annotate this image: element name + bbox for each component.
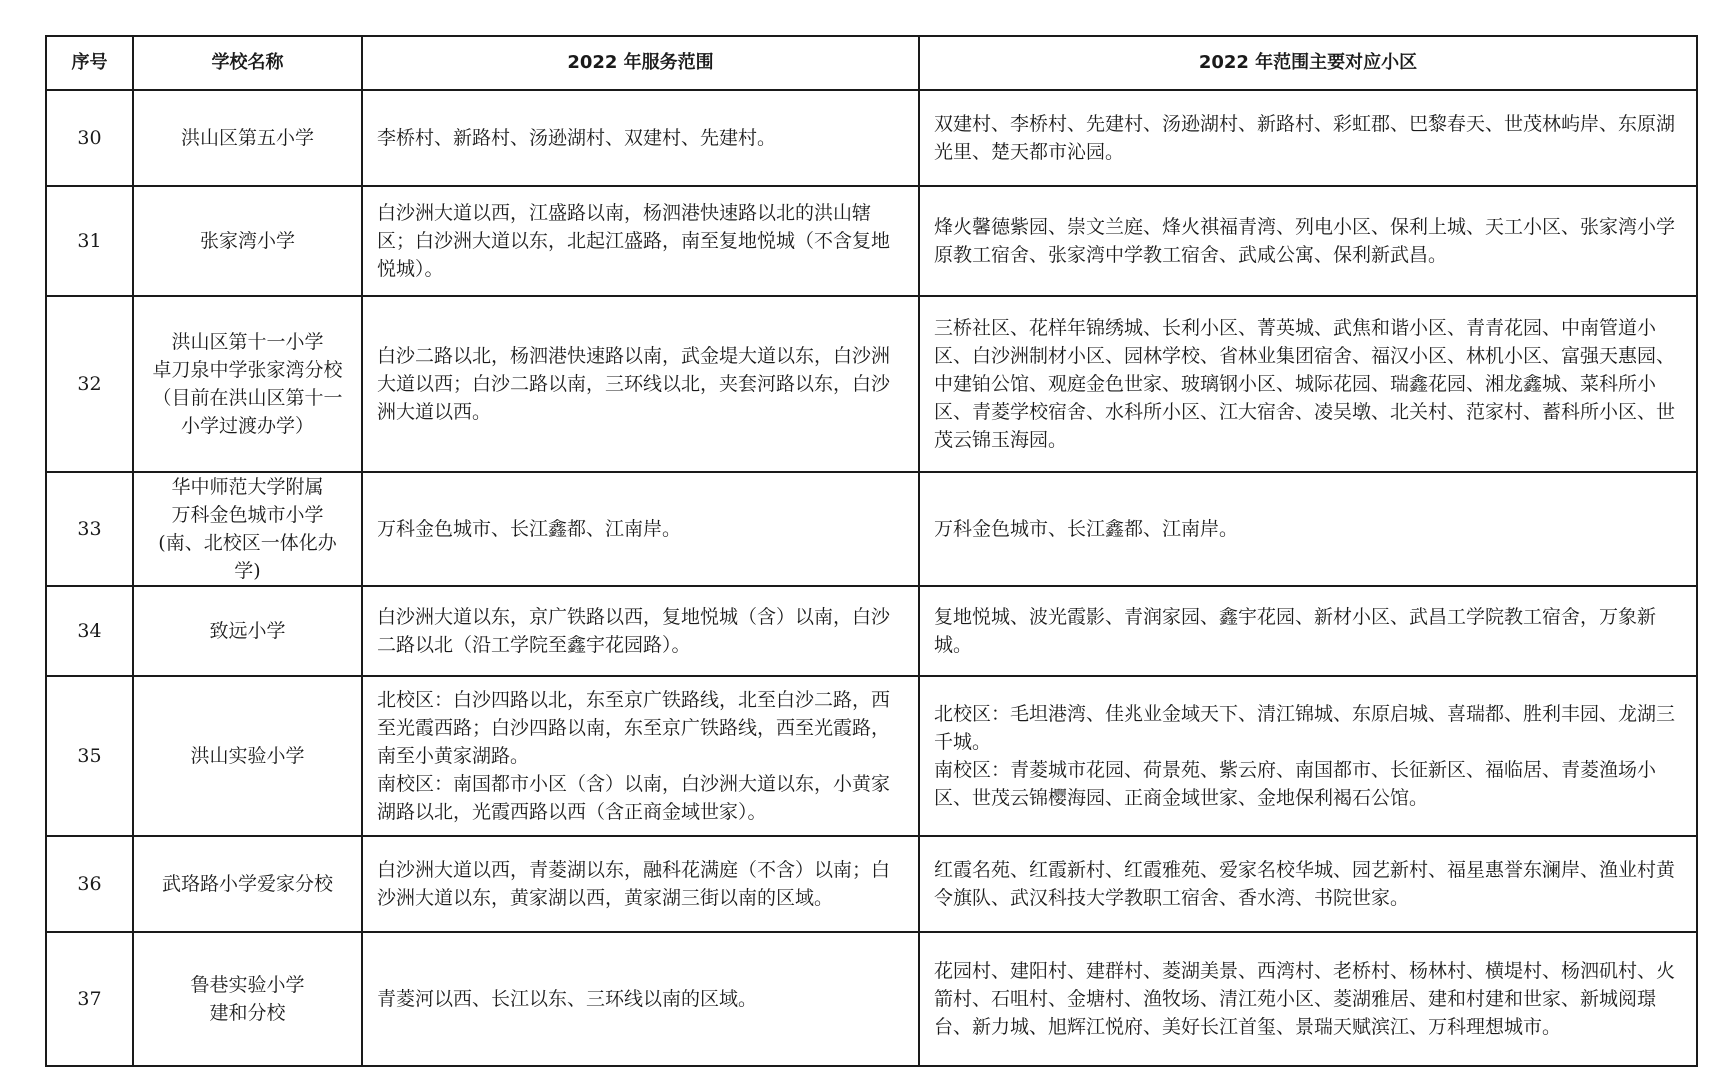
school-name-line: 洪山区第十一小学 <box>171 331 324 353</box>
header-school: 学校名称 <box>133 36 362 90</box>
service-range-text: 北校区：白沙四路以北，东至京广铁路线，北至白沙二路，西至光霞西路；白沙四路以南，东至京广铁路线，西至光霞路，南至小黄家湖路。 <box>377 689 891 767</box>
school-name <box>133 90 362 186</box>
school-name-line: 鲁巷实验小学 <box>190 974 305 996</box>
row-number: 33 <box>46 472 133 586</box>
school-name <box>133 836 362 932</box>
header-no: 序号 <box>46 36 133 90</box>
table-row <box>46 836 1697 932</box>
school-name-line: 张家湾小学 <box>199 230 295 252</box>
communities-text: 红霞名苑、红霞新村、红霞雅苑、爱家名校华城、园艺新村、福星惠誉东澜岸、渔业村黄令旗队、武汉科技大学教职工宿舍、香水湾、书院世家。 <box>934 859 1676 909</box>
school-name-line: 卓刀泉中学张家湾分校 <box>152 359 343 381</box>
communities-text: 南校区：青菱城市花园、荷景苑、紫云府、南国都市、长征新区、福临居、青菱渔场小区、世茂云锦樱海园、正商金域世家、金地保利褐石公馆。 <box>934 759 1657 809</box>
communities <box>919 676 1697 836</box>
school-district-table <box>45 35 1698 1067</box>
communities-text: 万科金色城市、长江鑫都、江南岸。 <box>934 518 1239 540</box>
service-range-text: 白沙二路以北，杨泗港快速路以南，武金堤大道以东，白沙洲大道以西；白沙二路以南，三环线以北，夹套河路以东，白沙洲大道以西。 <box>377 345 891 423</box>
school-name-line: 万科金色城市小学 <box>171 504 324 526</box>
school-name-line: 小学过渡办学） <box>180 415 314 437</box>
table-row <box>46 586 1697 676</box>
table-row <box>46 186 1697 296</box>
row-number: 35 <box>46 676 133 836</box>
communities <box>919 836 1697 932</box>
communities-text: 双建村、李桥村、先建村、汤逊湖村、新路村、彩虹郡、巴黎春天、世茂林屿岸、东原湖光里、楚天都市沁园。 <box>934 113 1676 163</box>
communities-text: 复地悦城、波光霞影、青润家园、鑫宇花园、新材小区、武昌工学院教工宿舍，万象新城。 <box>934 606 1657 656</box>
communities <box>919 932 1697 1066</box>
service-range-text: 白沙洲大道以西，江盛路以南，杨泗港快速路以北的洪山辖区；白沙洲大道以东，北起江盛路，南至复地悦城（不含复地悦城）。 <box>377 202 891 280</box>
communities-text: 花园村、建阳村、建群村、菱湖美景、西湾村、老桥村、杨林村、横堤村、杨泗矶村、火箭村、石咀村、金塘村、渔牧场、清江苑小区、菱湖雅居、建和村建和世家、新城阅璟台、新力城、旭辉江悦府、美好长江首玺、景瑞天赋滨江、万科理想城市。 <box>934 960 1676 1038</box>
row-number: 36 <box>46 836 133 932</box>
row-number: 37 <box>46 932 133 1066</box>
school-name <box>133 586 362 676</box>
school-name-line: 武珞路小学爱家分校 <box>161 873 333 895</box>
communities <box>919 296 1697 472</box>
row-number: 34 <box>46 586 133 676</box>
row-number: 31 <box>46 186 133 296</box>
table-row <box>46 676 1697 836</box>
school-name <box>133 296 362 472</box>
school-name <box>133 186 362 296</box>
service-range-text: 李桥村、新路村、汤逊湖村、双建村、先建村。 <box>377 127 777 149</box>
service-range <box>362 676 919 836</box>
table-body <box>46 90 1697 1066</box>
school-name-line: 致远小学 <box>209 620 286 642</box>
communities <box>919 472 1697 586</box>
row-number: 32 <box>46 296 133 472</box>
communities-text: 三桥社区、花样年锦绣城、长利小区、菁英城、武焦和谐小区、青青花园、中南管道小区、白沙洲制材小区、园林学校、省林业集团宿舍、福汉小区、林机小区、富强天惠园、中建铂公馆、观庭金色世家、玻璃钢小区、城际花园、瑞鑫花园、湘龙鑫城、菜科所小区、青菱学校宿舍、水科所小区、江大宿舍、凌吴墩、北关村、范家村、蓄科所小区、世茂云锦玉海园。 <box>934 317 1676 451</box>
table-row <box>46 296 1697 472</box>
school-name-line: 华中师范大学附属 <box>171 476 324 498</box>
service-range-text: 白沙洲大道以西，青菱湖以东，融科花满庭（不含）以南；白沙洲大道以东，黄家湖以西，黄家湖三街以南的区域。 <box>377 859 891 909</box>
row-number: 30 <box>46 90 133 186</box>
school-name-line: 建和分校 <box>209 1002 286 1024</box>
communities <box>919 90 1697 186</box>
service-range <box>362 932 919 1066</box>
communities <box>919 186 1697 296</box>
communities <box>919 586 1697 676</box>
service-range-text: 白沙洲大道以东，京广铁路以西，复地悦城（含）以南，白沙二路以北（沿工学院至鑫宇花园路）。 <box>377 606 891 656</box>
table-row <box>46 90 1697 186</box>
service-range <box>362 296 919 472</box>
school-name <box>133 472 362 586</box>
service-range <box>362 586 919 676</box>
service-range-text: 万科金色城市、长江鑫都、江南岸。 <box>377 518 682 540</box>
communities-text: 北校区：毛坦港湾、佳兆业金域天下、清江锦城、东原启城、喜瑞都、胜利丰园、龙湖三千城。 <box>934 703 1676 753</box>
school-name-line: (南、北校区一体化办学) <box>158 532 337 582</box>
service-range-text: 南校区：南国都市小区（含）以南，白沙洲大道以东，小黄家湖路以北，光霞西路以西（含正商金域世家）。 <box>377 773 891 823</box>
service-range <box>362 472 919 586</box>
table-header-row <box>46 36 1697 90</box>
table-row <box>46 472 1697 586</box>
table-row <box>46 932 1697 1066</box>
communities-text: 烽火馨德紫园、崇文兰庭、烽火祺福青湾、列电小区、保利上城、天工小区、张家湾小学原教工宿舍、张家湾中学教工宿舍、武咸公寓、保利新武昌。 <box>934 216 1676 266</box>
service-range-text: 青菱河以西、长江以东、三环线以南的区域。 <box>377 988 758 1010</box>
school-name <box>133 676 362 836</box>
service-range <box>362 836 919 932</box>
header-communities: 2022 年范围主要对应小区 <box>919 36 1697 90</box>
header-range: 2022 年服务范围 <box>362 36 919 90</box>
service-range <box>362 186 919 296</box>
school-name-line: 洪山区第五小学 <box>180 127 314 149</box>
service-range <box>362 90 919 186</box>
school-name-line: 洪山实验小学 <box>190 745 305 767</box>
school-name <box>133 932 362 1066</box>
school-name-line: （目前在洪山区第十一 <box>152 387 343 409</box>
